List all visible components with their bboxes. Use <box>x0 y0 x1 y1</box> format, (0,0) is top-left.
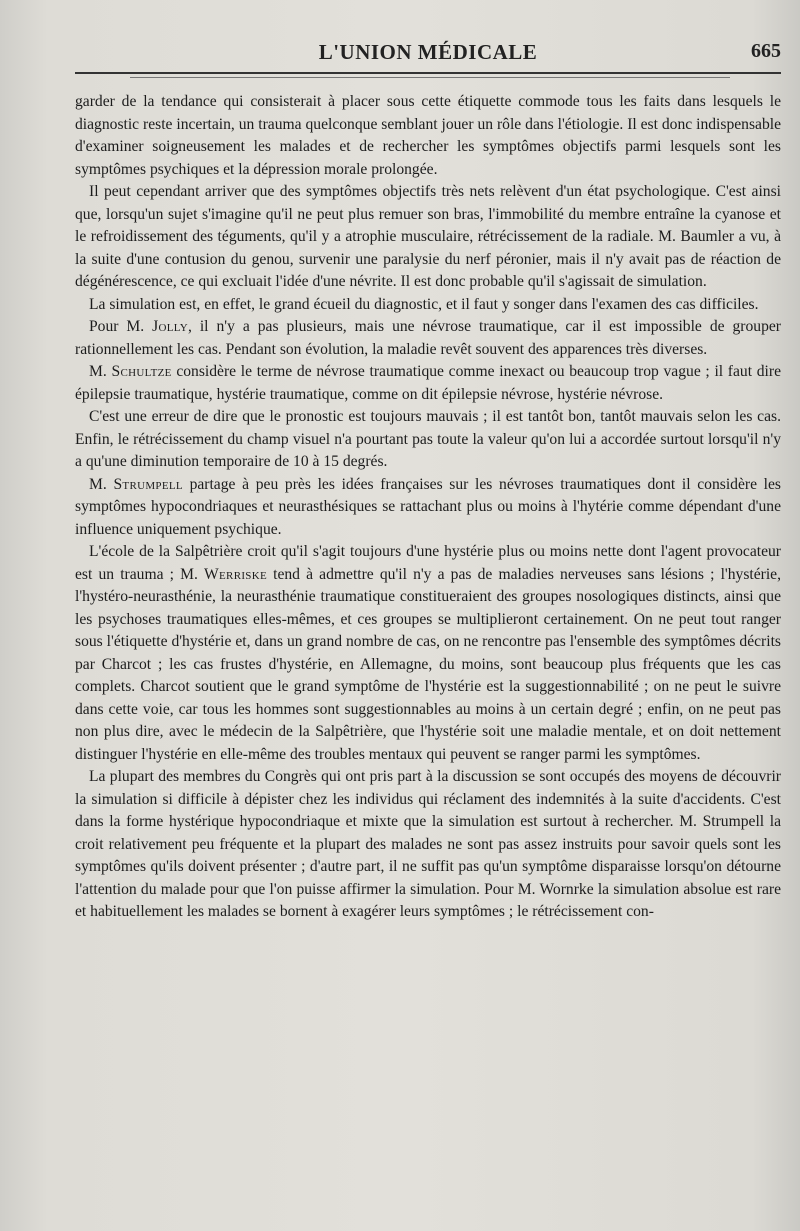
header-rule-thin <box>130 77 730 78</box>
paragraph <box>75 406 781 474</box>
page-number: 665 <box>751 40 781 62</box>
paragraph-text: considère le terme de névrose traumatique comme inexact ou beaucoup trop vague ; il faut dire épilepsie traumatique, hystérie traumatique, comme on dit épilepsie névrose, hystérie névrose. <box>75 363 781 403</box>
paragraph-prefix: M. <box>89 475 114 493</box>
author-name: Schultze <box>111 363 172 380</box>
header-rule <box>75 72 781 74</box>
paragraph-text: tend à admettre qu'il n'y a pas de maladies nerveuses sans lésions ; l'hystérie, l'hystéro-neurasthénie, la neurasthénie traumatique constitueraient des groupes nosologiques distincts, ainsi que les psychoses traumatiques elles-mêmes, et ces groupes se multiplieront certainement. On ne peut tout ranger sous l'étiquette d'hystérie et, dans un grand nombre de cas, on ne rencontre pas l'ensemble des symptômes décrits par Charcot ; les cas frustes d'hystérie, en Allemagne, du moins, sont beaucoup plus fréquents que les cas complets. Charcot soutient que le grand symptôme de l'hystérie est la suggestionnabilité ; on ne peut le suivre dans cette voie, car tous les hommes sont suggestionnables au moins à un certain degré ; enfin, on ne peut pas non plus dire, avec le médecin de la Salpêtrière, que l'hystérie soit une maladie mentale, et on doit nettement distinguer l'hystérie en elle-même des troubles mentaux qui peuvent se ranger parmi les symptômes. <box>75 565 781 763</box>
paragraph-text: La simulation est, en effet, le grand écueil du diagnostic, et il faut y songer dans l'examen des cas difficiles. <box>89 295 759 313</box>
running-title: L'UNION MÉDICALE <box>318 40 538 64</box>
paragraph-text: partage à peu près les idées françaises sur les névroses traumatiques dont il considère les symptômes hypocondriaques et neurasthésiques se rattachant plus ou moins à l'hytérie comme dépendant d'une influence uniquement psychique. <box>75 475 781 538</box>
paragraph-prefix: L'école de la Salpêtrière croit qu'il s'agit toujours d'une hystérie plus ou moins nette dont l'agent provocateur est un trauma ; M. <box>75 543 781 583</box>
paragraph-prefix: M. <box>89 363 112 380</box>
paragraph <box>75 474 781 542</box>
paragraph-text: Il peut cependant arriver que des symptômes objectifs très nets relèvent d'un état psychologique. C'est ainsi que, lorsqu'un sujet s'imagine qu'il ne peut plus remuer son bras, l'immobilité du membre entraîne la cyanose et le refroidissement des téguments, qu'il y a atrophie musculaire, rétrécissement de la radiale. M. Baumler a vu, à la suite d'une contusion du genou, survenir une paralysie du nerf péronier, mais il n'y avait pas de réaction de dégénérescence, ce qui excluait l'idée d'une névrite. Il est donc probable qu'il s'agissait de simulation. <box>75 183 781 290</box>
paragraph <box>75 541 781 766</box>
author-name: Jolly <box>152 318 188 335</box>
body-text <box>75 91 781 924</box>
author-name: Werriske <box>204 565 267 583</box>
paragraph <box>75 766 781 924</box>
author-name: Strumpell <box>113 475 183 493</box>
paragraph-text: C'est une erreur de dire que le pronostic est toujours mauvais ; il est tantôt bon, tantôt mauvais selon les cas. Enfin, le rétrécissement du champ visuel n'a pourtant pas toute la valeur qu'on lui a accordée surtout lorsqu'il n'y a qu'une diminution temporaire de 10 à 15 degrés. <box>75 408 781 470</box>
paragraph-text: La plupart des membres du Congrès qui ont pris part à la discussion se sont occupés des moyens de découvrir la simulation si difficile à dépister chez les individus qui réclament des indemnités à la suite d'accidents. C'est dans la forme hystérique hypocondriaque et mixte que la simulation est surtout à rechercher. M. Strumpell la croit relativement peu fréquente et la plupart des malades ne sont pas assez instruits pour savoir quels sont les symptômes qu'ils doivent présenter ; d'autre part, il ne suffit pas qu'un symptôme disparaisse lorsqu'on détourne l'attention du malade pour que l'on puisse affirmer la simulation. Pour M. Wornrke la simulation absolue est rare et habituellement les malades se bornent à exagérer leurs symptômes ; le rétrécissement con- <box>75 768 781 920</box>
paragraph <box>75 316 781 361</box>
paragraph <box>75 91 781 181</box>
paragraph-text: garder de la tendance qui consisterait à placer sous cette étiquette commode tous les faits dans lesquels le diagnostic reste incertain, un trauma quelconque semblant jouer un rôle dans l'étiologie. Il est donc indispensable d'examiner soigneusement les malades et de rechercher les symptômes objectifs parmi lesquels sont les symptômes psychiques et la dépression morale prolongée. <box>75 93 781 178</box>
paragraph <box>75 181 781 294</box>
paragraph-prefix: Pour M. <box>89 318 153 335</box>
paragraph-text: , il n'y a pas plusieurs, mais une névrose traumatique, car il est impossible de grouper rationnellement les cas. Pendant son évolution, la maladie revêt souvent des apparences très diverses. <box>75 318 782 358</box>
paragraph <box>75 361 781 406</box>
page-header <box>75 40 781 70</box>
paragraph <box>75 294 781 317</box>
